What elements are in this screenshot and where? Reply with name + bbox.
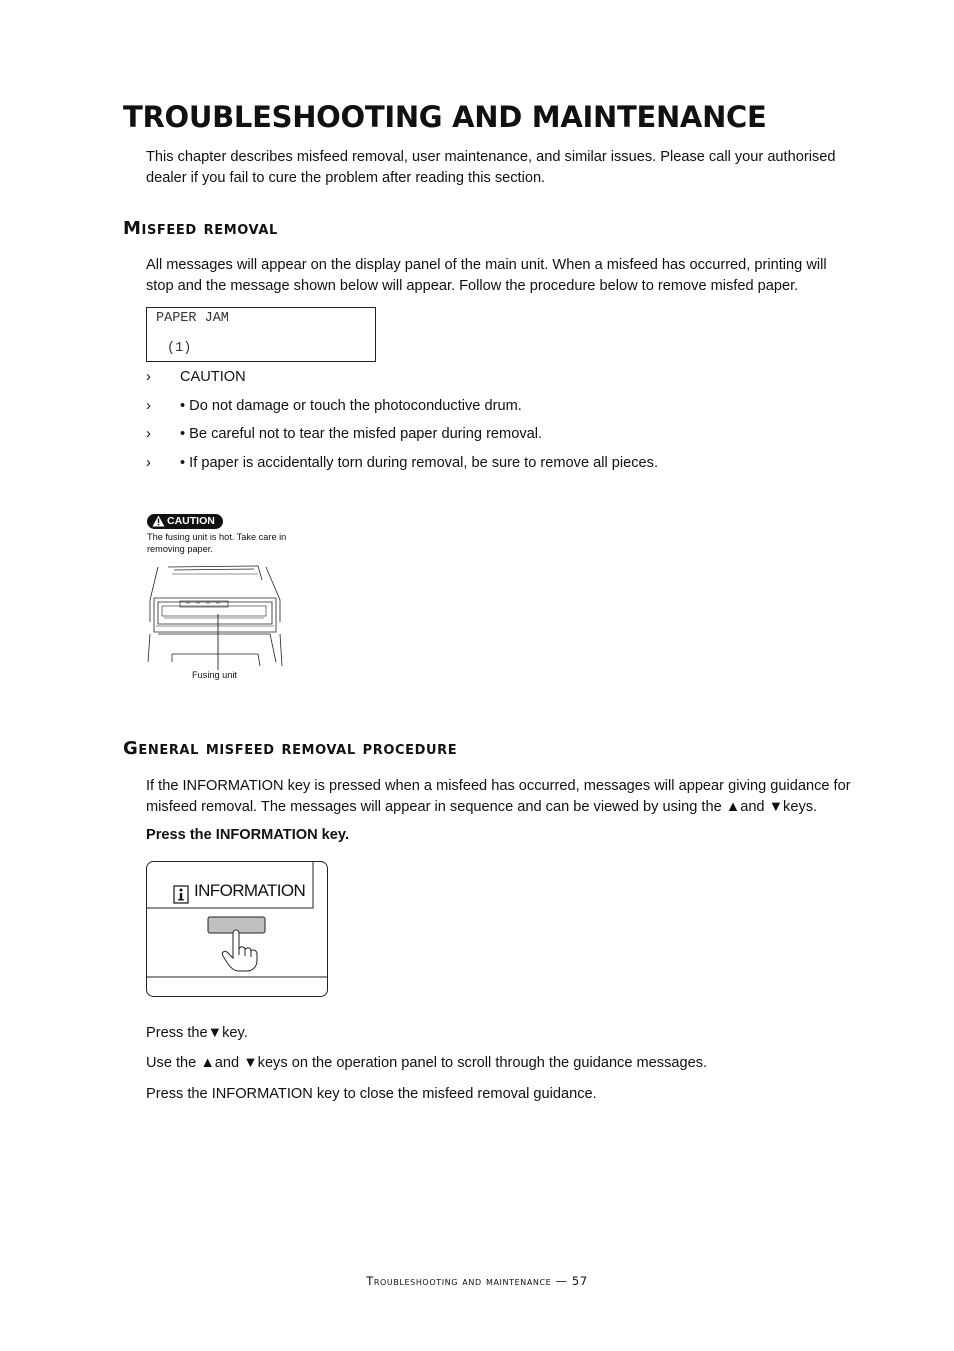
chevron-right-icon: › — [146, 369, 151, 385]
display-panel-message — [146, 307, 376, 362]
info-icon — [173, 885, 189, 904]
fusing-unit-label: Fusing unit — [192, 670, 237, 680]
information-key-label: INFORMATION — [194, 881, 306, 900]
fusing-unit-figure — [146, 512, 286, 687]
general-procedure-heading: General misfeed removal procedure — [123, 738, 458, 759]
list-item-text: CAUTION — [180, 369, 246, 385]
general-paragraph: If the INFORMATION key is pressed when a misfeed has occurred, messages will appear giving guidance for misfeed removal. The messages will appear in sequence and can be viewed by using the ▲and ▼keys. — [146, 778, 851, 815]
step-press-information: Press the INFORMATION key. — [146, 827, 350, 843]
list-item-text: • Do not damage or touch the photoconductive drum. — [180, 397, 522, 414]
display-line-1: PAPER JAM — [156, 311, 229, 326]
caution-badge — [147, 514, 223, 529]
warning-icon — [152, 515, 165, 527]
intro-paragraph: This chapter describes misfeed removal, user maintenance, and similar issues. Please call your authorised dealer if you fail to cure the problem after reading this section. — [146, 149, 836, 186]
caution-badge-text: CAUTION — [167, 515, 215, 527]
misfeed-paragraph: All messages will appear on the display panel of the main unit. When a misfeed has occurred, printing will stop and the message shown below will appear. Follow the procedure below to remove misfed paper. — [146, 257, 827, 294]
step-scroll-messages: Use the ▲and ▼keys on the operation panel to scroll through the guidance messages. — [146, 1055, 708, 1071]
printer-drawing-icon — [146, 562, 286, 670]
list-item-text: • Be careful not to tear the misfed paper during removal. — [180, 426, 543, 442]
misfeed-removal-heading: Misfeed removal — [123, 218, 278, 239]
pointing-hand-icon — [220, 928, 260, 972]
step-close-guidance: Press the INFORMATION key to close the misfeed removal guidance. — [146, 1086, 597, 1102]
page-title: TROUBLESHOOTING AND MAINTENANCE — [123, 100, 767, 134]
caution-note: The fusing unit is hot. Take care in removing paper. — [147, 532, 287, 554]
chevron-right-icon: › — [146, 454, 151, 471]
chevron-right-icon: › — [146, 397, 151, 414]
chevron-right-icon: › — [146, 426, 151, 442]
display-line-2: (1) — [167, 341, 192, 356]
information-key-panel — [146, 860, 329, 998]
page-footer: Troubleshooting and maintenance — 57 — [366, 1274, 588, 1288]
step-press-down-key: Press the▼key. — [146, 1025, 248, 1041]
list-item-text: • If paper is accidentally torn during removal, be sure to remove all pieces. — [180, 454, 659, 471]
